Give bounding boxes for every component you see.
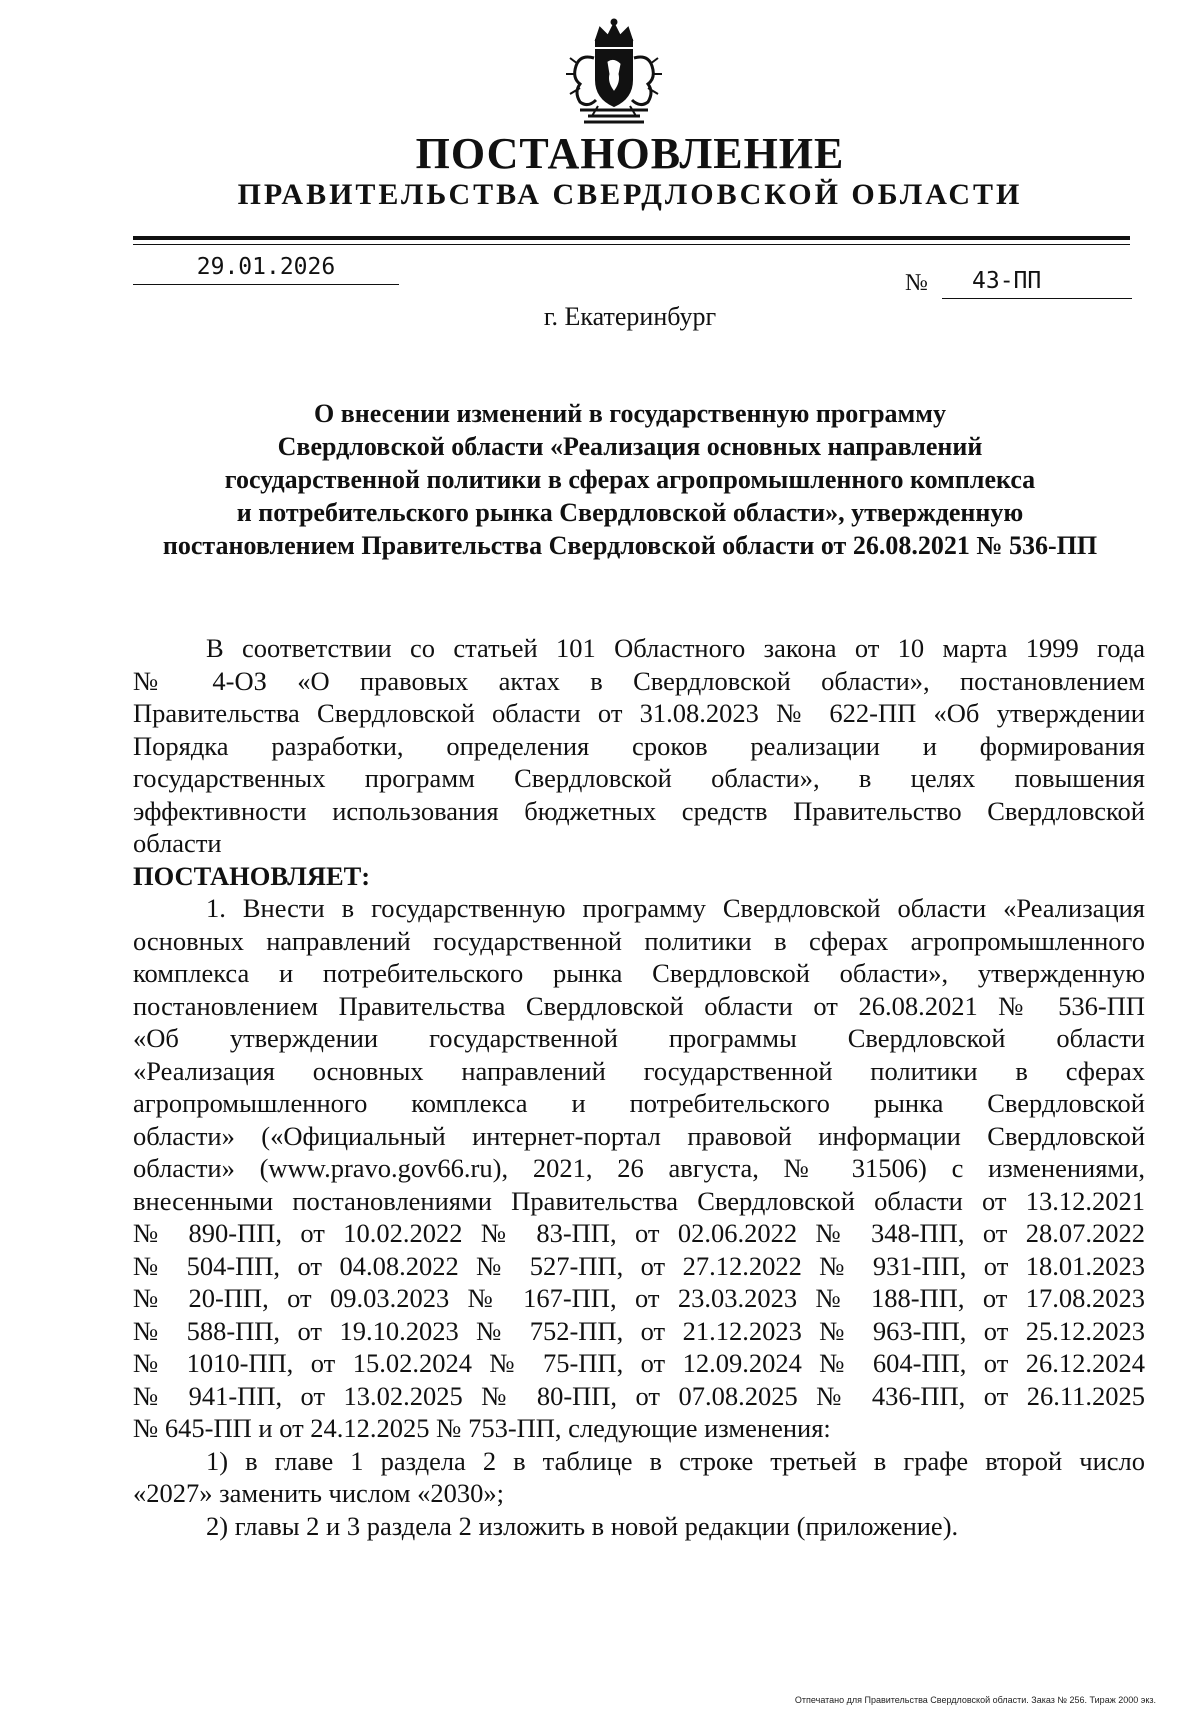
- text-line: № 941-ПП, от 13.02.2025 № 80-ПП, от 07.08.2025 № 436-ПП, от 26.11.2025: [133, 1380, 1145, 1411]
- heading-line: и потребительского рынка Свердловской области», утвержденную: [236, 498, 1024, 527]
- text-line: Порядка разработки, определения сроков реализации и формирования: [133, 730, 1145, 761]
- text-line: внесенными постановлениями Правительства Свердловской области от 13.12.2021: [133, 1185, 1145, 1216]
- subitem-2-paragraph: [133, 1510, 1145, 1543]
- document-body: [133, 632, 1145, 1542]
- text-line: области» («Официальный интернет-портал правовой информации Свердловской: [133, 1120, 1145, 1151]
- text-line: 1) в главе 1 раздела 2 в таблице в строке третьей в графе второй число: [206, 1445, 1145, 1476]
- print-footer: Отпечатано для Правительства Свердловской области. Заказ № 256. Тираж 2000 экз.: [794, 1695, 1156, 1705]
- text-line: «2027» заменить числом «2030»;: [133, 1478, 505, 1508]
- document-date: 29.01.2026: [133, 254, 399, 285]
- subitem-1-paragraph: [133, 1445, 1145, 1510]
- text-line: № 1010-ПП, от 15.02.2024 № 75-ПП, от 12.09.2024 № 604-ПП, от 26.12.2024: [133, 1348, 1145, 1378]
- header-divider-thin: [133, 244, 1130, 245]
- text-line: № 890-ПП, от 10.02.2022 № 83-ПП, от 02.06.2022 № 348-ПП, от 28.07.2022: [133, 1218, 1145, 1248]
- item-1-paragraph: [133, 892, 1145, 1445]
- heading-line: постановлением Правительства Свердловской области от 26.08.2021 № 536-ПП: [162, 531, 1098, 560]
- text-line: В соответствии со статьей 101 Областного закона от 10 марта 1999 года: [206, 633, 1145, 663]
- text-line: № 645-ПП и от 24.12.2025 № 753-ПП, следующие изменения:: [133, 1413, 831, 1443]
- text-line: комплекса и потребительского рынка Свердловской области», утвержденную: [133, 958, 1145, 988]
- text-line: государственных программ Свердловской области», в целях повышения: [133, 763, 1145, 793]
- text-line: № 20-ПП, от 09.03.2023 № 167-ПП, от 23.03.2023 № 188-ПП, от 17.08.2023: [133, 1283, 1145, 1313]
- document-subtitle: ПРАВИТЕЛЬСТВА СВЕРДЛОВСКОЙ ОБЛАСТИ: [237, 178, 1023, 211]
- text-line: постановлением Правительства Свердловской области от 26.08.2021 № 536-ПП: [133, 990, 1145, 1021]
- coat-of-arms-icon: [558, 18, 670, 130]
- document-city: г. Екатеринбург: [543, 302, 717, 331]
- text-line: агропромышленного комплекса и потребительского рынка Свердловской: [133, 1088, 1145, 1118]
- text-line: № 588-ПП, от 19.10.2023 № 752-ПП, от 21.12.2023 № 963-ПП, от 25.12.2023: [133, 1315, 1145, 1346]
- heading-line: Свердловской области «Реализация основных направлений: [277, 432, 983, 461]
- text-line: «Об утверждении государственной программы Свердловской области: [133, 1023, 1145, 1053]
- text-line: «Реализация основных направлений государственной политики в сферах: [133, 1055, 1145, 1086]
- text-line: Правительства Свердловской области от 31.08.2023 № 622-ПП «Об утверждении: [133, 698, 1145, 728]
- text-line: основных направлений государственной политики в сферах агропромышленного: [133, 925, 1145, 956]
- document-number: 43-ПП: [942, 268, 1132, 299]
- text-line: 1. Внести в государственную программу Свердловской области «Реализация: [206, 893, 1145, 923]
- preamble-paragraph: [133, 632, 1145, 860]
- text-line: № 4-ОЗ «О правовых актах в Свердловской области», постановлением: [133, 665, 1145, 696]
- text-line: 2) главы 2 и 3 раздела 2 изложить в новой редакции (приложение).: [206, 1510, 959, 1541]
- header-divider-thick: [133, 236, 1130, 240]
- text-line: области: [133, 828, 222, 858]
- text-line: эффективности использования бюджетных средств Правительство Свердловской: [133, 795, 1145, 826]
- text-line: области» (www.pravo.gov66.ru), 2021, 26 августа, № 31506) с изменениями,: [133, 1153, 1145, 1183]
- document-heading: [120, 397, 1140, 562]
- heading-line: государственной политики в сферах агропромышленного комплекса: [224, 465, 1036, 494]
- resolves-label: ПОСТАНОВЛЯЕТ:: [133, 860, 371, 891]
- number-sign: №: [905, 270, 928, 296]
- text-line: № 504-ПП, от 04.08.2022 № 527-ПП, от 27.12.2022 № 931-ПП, от 18.01.2023: [133, 1250, 1145, 1281]
- document-title: ПОСТАНОВЛЕНИЕ: [415, 129, 845, 178]
- heading-line: О внесении изменений в государственную программу: [314, 399, 946, 428]
